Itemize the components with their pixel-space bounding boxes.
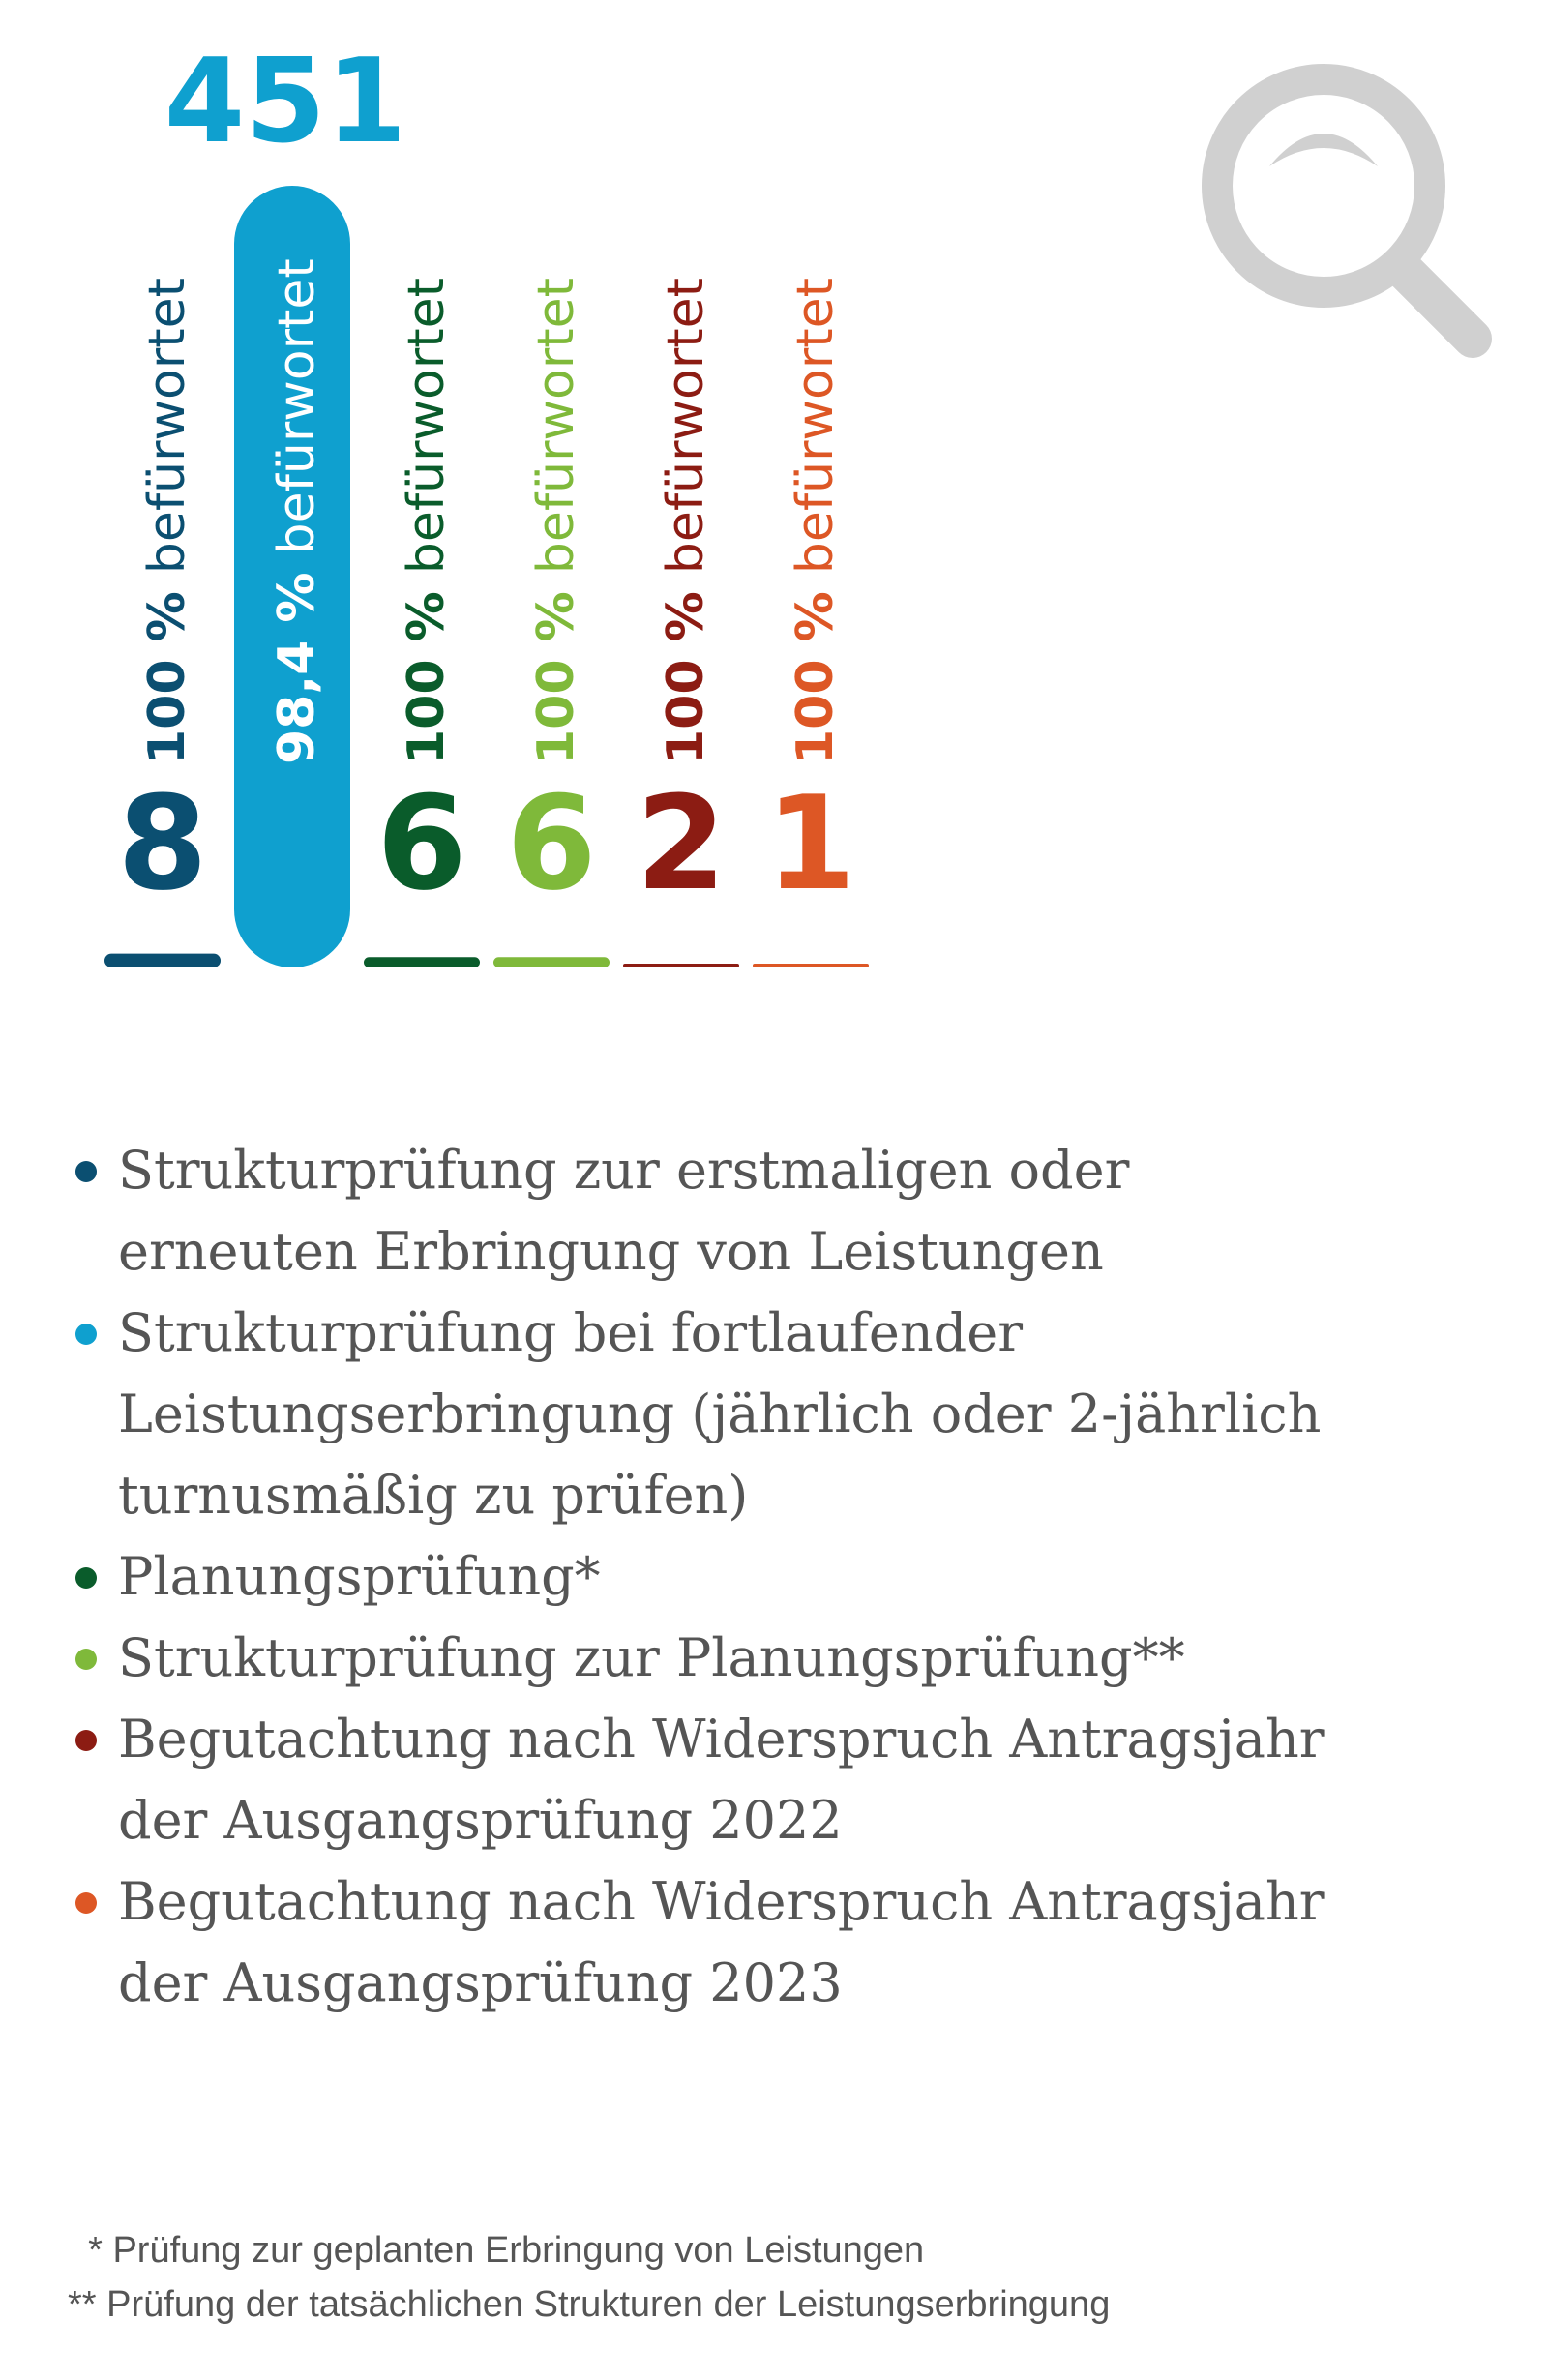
data-label: 1: [765, 768, 856, 919]
legend-dot-icon: [75, 1892, 97, 1914]
legend-item: [75, 1536, 1469, 1618]
legend-item: [75, 1293, 1469, 1536]
legend-item-label: Begutachtung nach Widerspruch Antragsjahr: [118, 1709, 1325, 1770]
legend-item: [75, 1618, 1469, 1699]
magnifier-icon: [1217, 79, 1473, 339]
bar: [493, 957, 610, 967]
legend-item-label: Begutachtung nach Widerspruch Antragsjahr: [118, 1871, 1325, 1932]
approval-label: 100 % befürwortet: [138, 278, 196, 764]
legend-item-label: der Ausgangsprüfung 2022: [118, 1790, 843, 1851]
legend-dot-icon: [75, 1730, 97, 1751]
approval-label: 100 % befürwortet: [527, 278, 585, 764]
bar: [364, 957, 480, 967]
footnote-1: * Prüfung zur geplanten Erbringung von Leistungen: [68, 2230, 925, 2271]
approval-label: 100 % befürwortet: [657, 278, 715, 764]
legend-item-label: Leistungserbringung (jährlich oder 2-jährlich: [118, 1383, 1322, 1444]
bar: [623, 964, 739, 967]
chart: [0, 0, 1548, 1064]
legend: [75, 1130, 1469, 2024]
approval-label: 100 % befürwortet: [398, 278, 456, 764]
legend-dot-icon: [75, 1324, 97, 1345]
legend-item-label: Strukturprüfung bei fortlaufender: [118, 1302, 1024, 1363]
legend-item-label: erneuten Erbringung von Leistungen: [118, 1221, 1104, 1282]
approval-label: 98,4 % befürwortet: [268, 258, 326, 764]
legend-item: [75, 1699, 1469, 1861]
footnotes: [68, 2223, 1461, 2332]
data-label: 2: [636, 768, 727, 919]
data-label: 6: [506, 768, 597, 919]
bar: [753, 964, 869, 967]
data-label: 451: [164, 35, 407, 169]
data-label: 8: [117, 768, 208, 919]
approval-label: 100 % befürwortet: [787, 278, 845, 764]
legend-dot-icon: [75, 1161, 97, 1182]
legend-item-label: Strukturprüfung zur erstmaligen oder: [118, 1140, 1130, 1201]
legend-item: [75, 1130, 1469, 1293]
legend-item-label: Strukturprüfung zur Planungsprüfung**: [118, 1627, 1185, 1688]
data-label: 6: [376, 768, 467, 919]
bar: [104, 954, 221, 967]
legend-dot-icon: [75, 1649, 97, 1670]
footnote-2: ** Prüfung der tatsächlichen Strukturen der Leistungserbringung: [68, 2284, 1111, 2325]
legend-item: [75, 1861, 1469, 2024]
legend-item-label: der Ausgangsprüfung 2023: [118, 1952, 843, 2013]
legend-item-label: Planungsprüfung*: [118, 1546, 601, 1607]
legend-dot-icon: [75, 1567, 97, 1589]
legend-item-label: turnusmäßig zu prüfen): [118, 1465, 749, 1526]
